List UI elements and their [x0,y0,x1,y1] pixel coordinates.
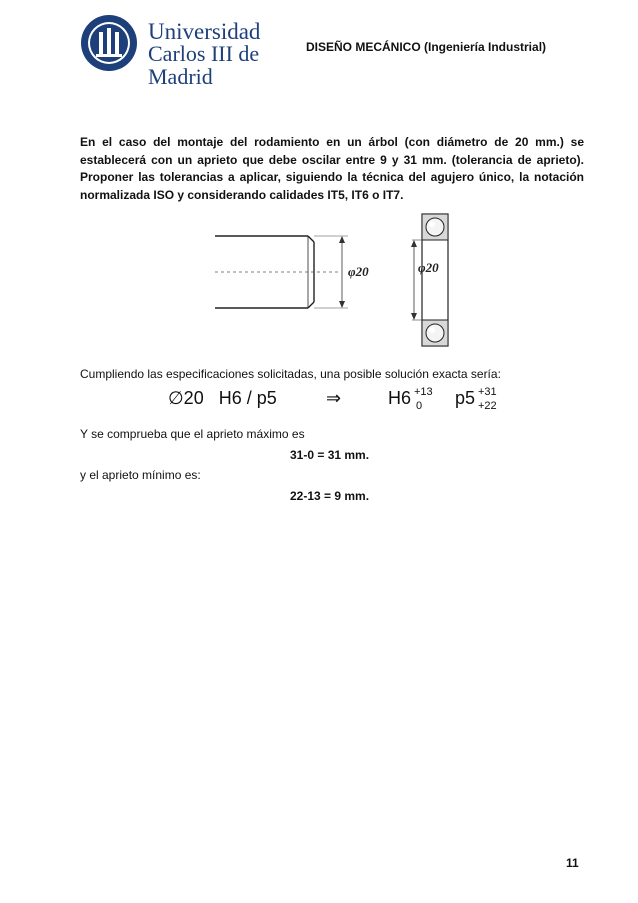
university-logo [80,14,280,89]
hole-upper-deviation: +13 [414,386,433,398]
bearing-drawing [411,214,448,346]
problem-statement: En el caso del montaje del rodamiento en un árbol (con diámetro de 20 mm.) se establecerá con un aprieto que debe oscilar entre 9 y 31 mm. (tolerancia de aprieto). Proponer las tolerancias a aplicar, siguiendo la técnica del agujero único, la notación normalizada ISO y considerando calidades IT5, IT6 o IT7. [80,135,584,202]
bearing-diameter-label: φ20 [418,260,439,275]
shaft-bearing-figure [200,212,500,348]
course-header: DISEÑO MECÁNICO (Ingeniería Industrial) [306,40,547,54]
shaft-diameter-label: φ20 [348,264,369,279]
university-name [148,20,280,88]
university-name-line1: Universidad [148,19,261,44]
shaft-drawing [215,236,348,308]
min-interference-text: y el aprieto mínimo es: [80,468,201,482]
min-interference-calc: 22-13 = 9 mm. [290,489,370,503]
shaft-lower-deviation: +22 [478,400,497,412]
fit-designation: ∅20 H6 / p5 [168,388,277,408]
university-name-line2: Carlos III de Madrid [148,41,260,89]
shaft-upper-deviation: +31 [478,386,497,398]
page-number: 11 [566,856,579,870]
university-seal-icon [80,14,138,72]
implies-arrow: ⇒ [326,388,342,408]
max-interference-text: Y se comprueba que el aprieto máximo es [80,427,305,441]
max-interference-calc: 31-0 = 31 mm. [290,448,370,462]
hole-lower-deviation: 0 [416,400,423,412]
shaft-tolerance-symbol: p5 [455,388,476,408]
solution-intro: Cumpliendo las especificaciones solicitadas, una posible solución exacta sería: [80,367,501,381]
hole-tolerance-symbol: H6 [388,388,412,408]
